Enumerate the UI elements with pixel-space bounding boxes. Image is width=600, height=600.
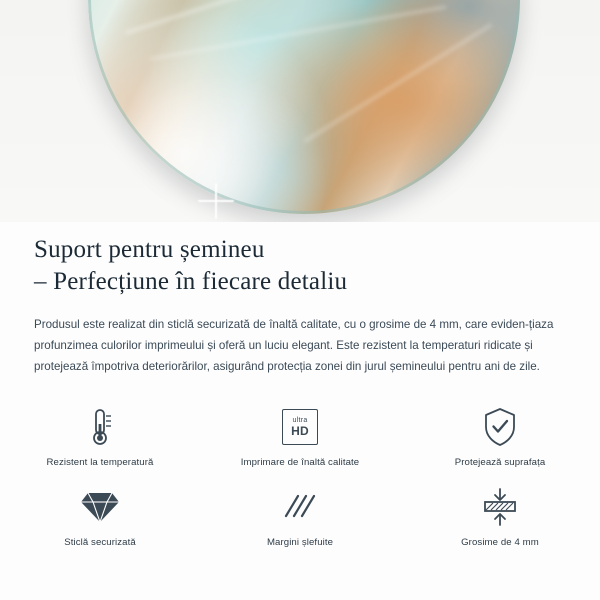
feature-item-tempered-glass <box>0 478 200 548</box>
page-title <box>0 222 600 298</box>
headline-line-1: Suport pentru șemineu <box>34 236 265 263</box>
ultra-hd-badge-top: ultra <box>292 417 308 424</box>
polished-edges-icon <box>280 484 320 530</box>
feature-label: Margini șlefuite <box>266 537 334 548</box>
feature-item-thickness <box>400 478 600 548</box>
feature-label: Protejează suprafața <box>454 457 546 468</box>
hero-image <box>0 0 600 222</box>
feature-item-surface-protection <box>400 398 600 468</box>
ultra-hd-badge-bottom: HD <box>291 424 309 438</box>
diamond-icon <box>79 484 121 530</box>
description-paragraph: Produsul este realizat din sticlă securizată de înaltă calitate, cu o grosime de 4 mm, care eviden-țiaza profunzimea culorilor imprimeului și oferă un luciu elegant. Este rezistent la temperaturi ridicate și protejează împotriva deteriorărilor, asigurând protecția zonei din jurul șemineului pentru ani de zile. <box>34 318 554 373</box>
feature-item-print-quality <box>200 398 400 468</box>
feature-label: Rezistent la temperatură <box>46 457 154 468</box>
feature-item-polished-edges <box>200 478 400 548</box>
feature-item-temperature <box>0 398 200 468</box>
feature-label: Grosime de 4 mm <box>461 537 539 548</box>
shield-check-icon <box>481 404 519 450</box>
feature-label: Sticlă securizată <box>64 537 136 548</box>
headline-line-2: – Perfecțiune în fiecare detaliu <box>34 268 348 295</box>
thickness-icon <box>480 484 520 530</box>
content-block <box>0 222 600 377</box>
feature-grid <box>0 398 600 548</box>
feature-label: Imprimare de înaltă calitate <box>240 457 360 468</box>
thermometer-icon <box>82 404 118 450</box>
ultra-hd-icon <box>282 404 318 450</box>
